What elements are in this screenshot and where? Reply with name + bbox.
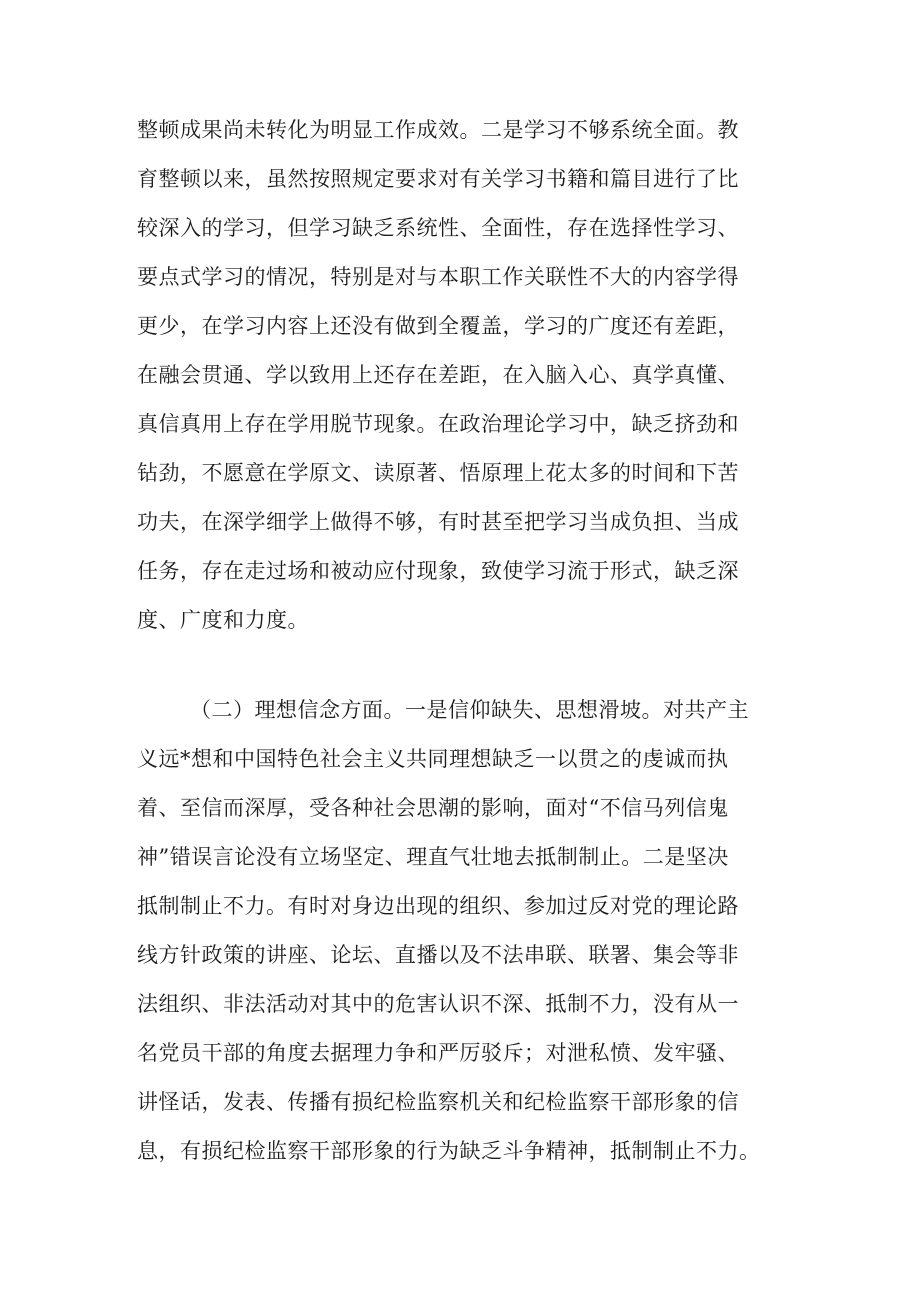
text-line: 整顿成果尚未转化为明显工作成效。二是学习不够系统全面。教 (137, 118, 739, 142)
text-line: 讲怪话，发表、传播有损纪检监察机关和纪检监察干部形象的信 (137, 1090, 739, 1114)
text-line: 名党员干部的角度去据理力争和严厉驳斥；对泄私愤、发牢骚、 (137, 1041, 739, 1065)
text-line: 较深入的学习，但学习缺乏系统性、全面性，存在选择性学习、 (137, 216, 739, 240)
text-line: 法组织、非法活动对其中的危害认识不深、抵制不力，没有从一 (137, 992, 739, 1016)
text-line: 义远*想和中国特色社会主义共同理想缺乏一以贯之的虔诚而执 (137, 747, 729, 771)
text-line: 育整顿以来，虽然按照规定要求对有关学习书籍和篇目进行了比 (137, 167, 739, 191)
text-line: 任务，存在走过场和被动应付现象，致使学习流于形式，缺乏深 (137, 559, 739, 583)
text-line: 真信真用上存在学用脱节现象。在政治理论学习中，缺乏挤劲和 (137, 412, 739, 436)
text-line: 度、广度和力度。 (137, 608, 309, 632)
text-line: 抵制制止不力。有时对身边出现的组织、参加过反对党的理论路 (137, 894, 739, 918)
text-line: 在融会贯通、学以致用上还存在差距，在入脑入心、真学真懂、 (137, 363, 739, 387)
text-line: 功夫，在深学细学上做得不够，有时甚至把学习当成负担、当成 (137, 510, 739, 534)
text-line: 钻劲，不愿意在学原文、读原著、悟原理上花太多的时间和下苦 (137, 461, 739, 485)
text-line: 要点式学习的情况，特别是对与本职工作关联性不大的内容学得 (137, 265, 739, 289)
text-line: （二）理想信念方面。一是信仰缺失、思想滑坡。对共产主 (190, 698, 749, 722)
text-line: 神”错误言论没有立场坚定、理直气壮地去抵制制止。二是坚决 (137, 845, 729, 869)
text-line: 着、至信而深厚，受各种社会思潮的影响，面对“不信马列信鬼 (137, 796, 729, 820)
text-line: 线方针政策的讲座、论坛、直播以及不法串联、联署、集会等非 (137, 943, 739, 967)
text-line: 更少，在学习内容上还没有做到全覆盖，学习的广度还有差距， (137, 314, 739, 338)
text-line: 息，有损纪检监察干部形象的行为缺乏斗争精神，抵制制止不力。 (137, 1139, 761, 1163)
